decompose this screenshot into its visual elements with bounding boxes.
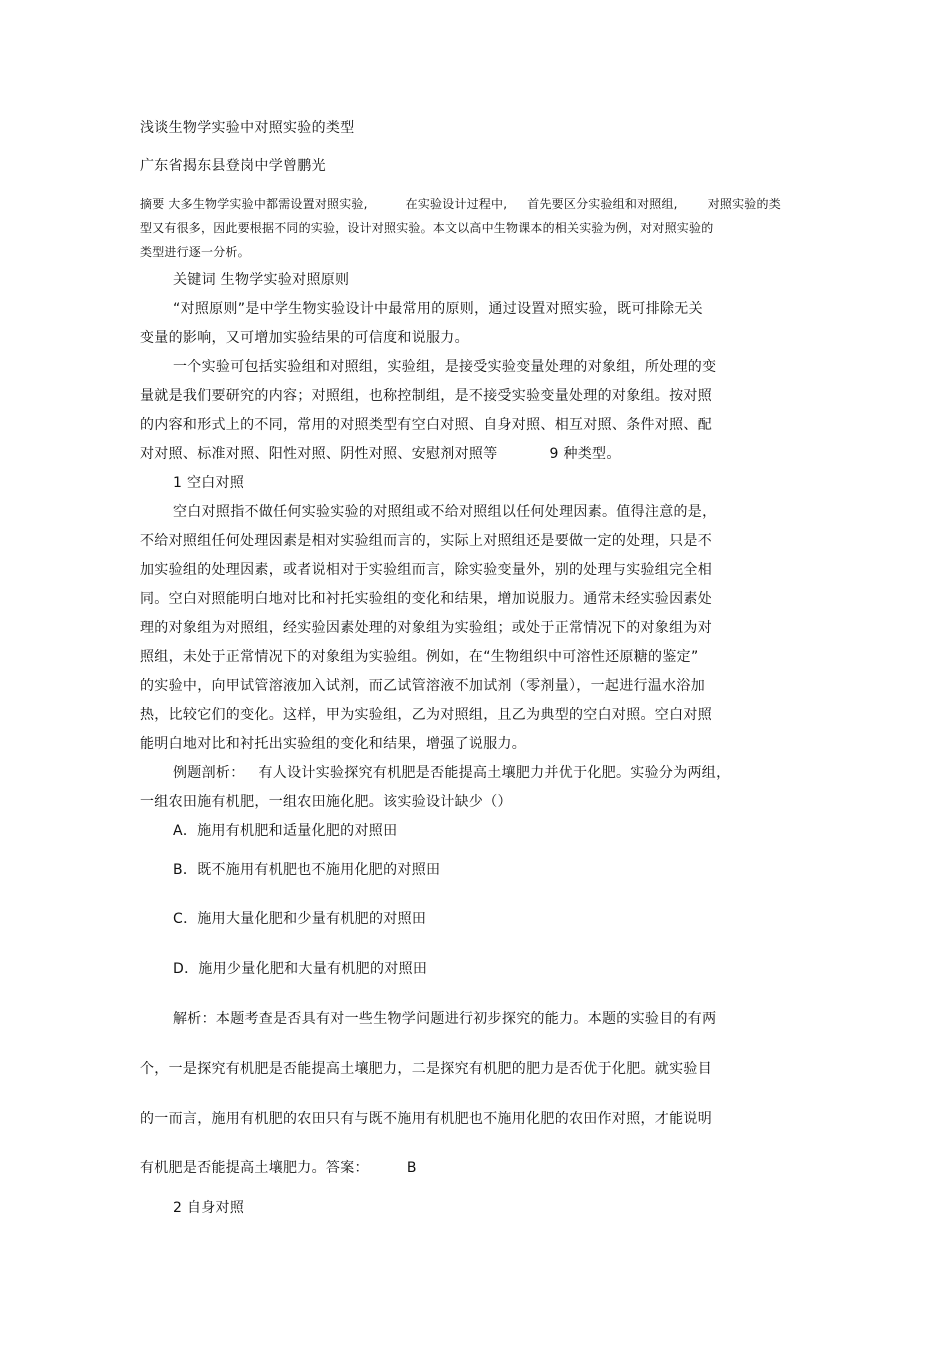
keywords: 关键词 生物学实验对照原则: [173, 272, 350, 288]
paragraph-line: 加实验组的处理因素，或者说相对于实验组而言，除实验变量外，别的处理与实验组完全相: [140, 562, 712, 578]
paragraph-line: 量就是我们要研究的内容；对照组，也称控制组，是不接受实验变量处理的对象组。按对照: [140, 388, 712, 404]
abstract-part-c: 首先要区分实验组和对照组,: [527, 197, 678, 211]
example-line: [173, 764, 730, 782]
example-text: 有人设计实验探究有机肥是否能提高土壤肥力并优于化肥。实验分为两组，: [258, 765, 731, 781]
option-c: C．施用大量化肥和少量有机肥的对照田: [173, 911, 427, 927]
paragraph-line: 空白对照指不做任何实验实验的对照组或不给对照组以任何处理因素。值得注意的是，: [173, 504, 717, 520]
paragraph-line: 能明白地对比和衬托出实验组的变化和结果，增强了说服力。: [140, 736, 527, 752]
abstract-part-a: 摘要 大多生物学实验中都需设置对照实验,: [140, 197, 368, 211]
paragraph-line: 不给对照组任何处理因素是相对实验组而言的，实际上对照组还是要做一定的处理，只是不: [140, 533, 712, 549]
paragraph-line: 变量的影响，又可增加实验结果的可信度和说服力。: [140, 330, 469, 346]
section-heading-1: 1 空白对照: [173, 475, 245, 491]
analysis-line: 的一而言，施用有机肥的农田只有与既不施用有机肥也不施用化肥的农田作对照，才能说明: [140, 1111, 712, 1127]
paragraph-line: 一个实验可包括实验组和对照组，实验组，是接受实验变量处理的对象组，所处理的变: [173, 359, 717, 375]
analysis-text: 有机肥是否能提高土壤肥力。答案：: [140, 1160, 369, 1176]
abstract-line-2: 型又有很多，因此要根据不同的实验，设计对照实验。本文以高中生物课本的相关实验为例，对对照实验的: [140, 221, 714, 235]
paragraph-text: 对对照、标准对照、阳性对照、阴性对照、安慰剂对照等: [140, 446, 498, 462]
abstract-part-d: 对照实验的类: [707, 197, 781, 211]
analysis-line: [140, 1159, 417, 1177]
paragraph-line: 的内容和形式上的不同，常用的对照类型有空白对照、自身对照、相互对照、条件对照、配: [140, 417, 712, 433]
section-heading-2: 2 自身对照: [173, 1200, 245, 1216]
abstract-part-b: 在实验设计过程中,: [405, 197, 508, 211]
option-b: B．既不施用有机肥也不施用化肥的对照田: [173, 862, 441, 878]
paragraph-line: 照组，未处于正常情况下的对象组为实验组。例如，在“生物组织中可溶性还原糖的鉴定”: [140, 649, 699, 665]
doc-title: 浅谈生物学实验中对照实验的类型: [140, 120, 355, 136]
option-a: A．施用有机肥和适量化肥的对照田: [173, 823, 398, 839]
doc-author: 广东省揭东县登岗中学曾鹏光: [140, 158, 326, 174]
paragraph-line: [140, 445, 621, 463]
paragraph-text: 9 种类型。: [549, 446, 621, 462]
paragraph-line: 的实验中，向甲试管溶液加入试剂，而乙试管溶液不加试剂（零剂量），一起进行温水浴加: [140, 678, 705, 694]
paragraph-line: 同。空白对照能明白地对比和衬托实验组的变化和结果，增加说服力。通常未经实验因素处: [140, 591, 712, 607]
paragraph-line: “对照原则”是中学生物实验设计中最常用的原则，通过设置对照实验，既可排除无关: [173, 301, 703, 317]
analysis-line: 个，一是探究有机肥是否能提高土壤肥力，二是探究有机肥的肥力是否优于化肥。就实验目: [140, 1061, 712, 1077]
abstract-line-3: 类型进行逐一分析。: [140, 245, 250, 259]
option-d: D．施用少量化肥和大量有机肥的对照田: [173, 961, 428, 977]
paragraph-line: 热，比较它们的变化。这样，甲为实验组，乙为对照组，且乙为典型的空白对照。空白对照: [140, 707, 712, 723]
answer: B: [406, 1160, 417, 1176]
example-line: 一组农田施有机肥，一组农田施化肥。该实验设计缺少（）: [140, 794, 512, 810]
example-label: 例题剖析：: [173, 765, 245, 781]
abstract-line-1: [140, 195, 781, 213]
analysis-line: 解析：本题考查是否具有对一些生物学问题进行初步探究的能力。本题的实验目的有两: [173, 1011, 717, 1027]
paragraph-line: 理的对象组为对照组，经实验因素处理的对象组为实验组；或处于正常情况下的对象组为对: [140, 620, 712, 636]
